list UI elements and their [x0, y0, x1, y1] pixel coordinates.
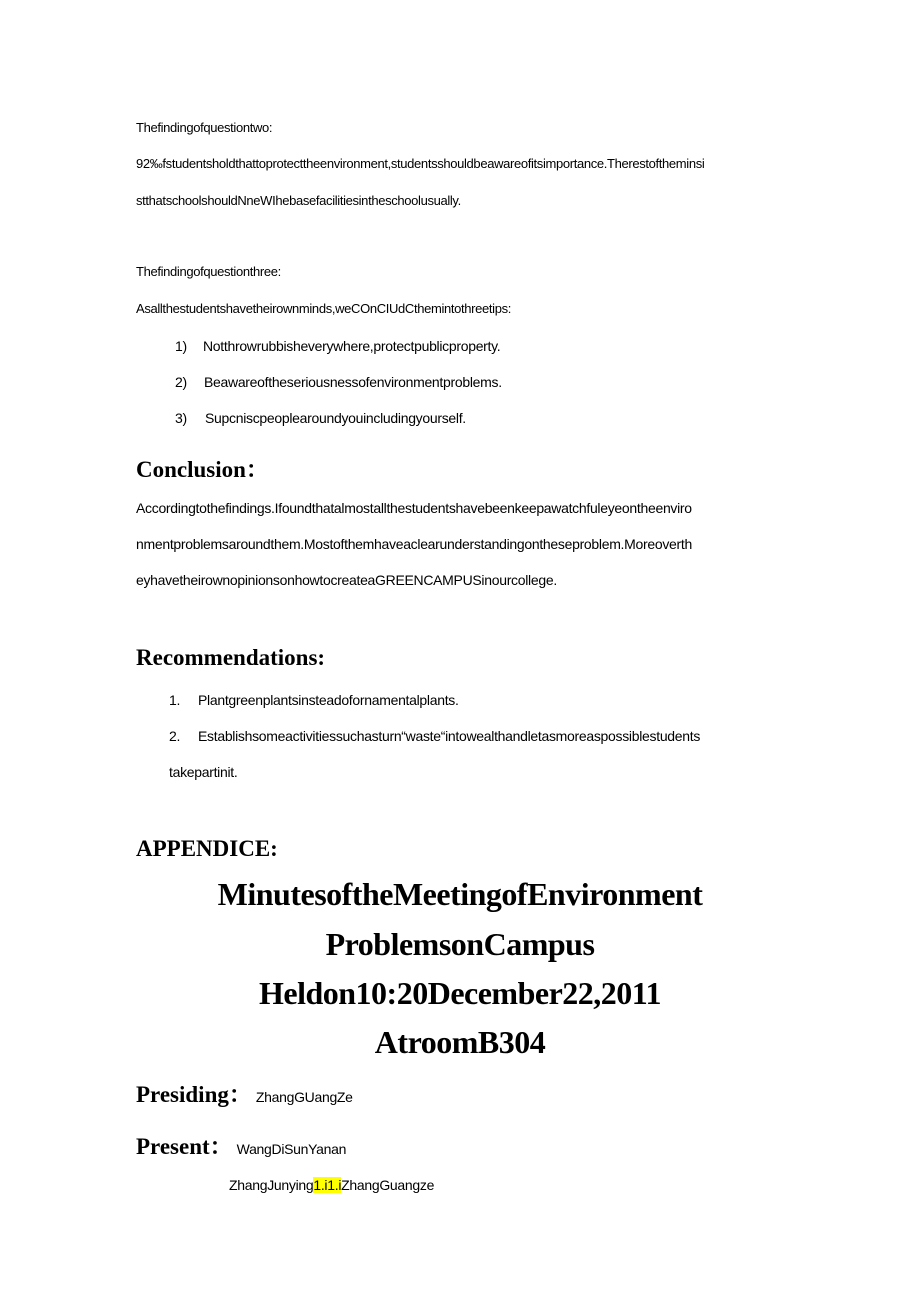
- presiding-value: ZhangGUangZe: [255, 1089, 353, 1105]
- recommendation-item-2-continued: takepartinit.: [169, 764, 238, 780]
- question-two-line-1: 92‰fstudentsholdthattoprotecttheenvironment,studentsshouldbeawareofitsimportance.Therestoftheminsi: [136, 156, 705, 171]
- minutes-title-line-1: MinutesoftheMeetingofEnvironment: [217, 876, 703, 912]
- tip-text: Supcniscpeoplearoundyouincludingyourself.: [205, 410, 466, 426]
- recommendations-heading: Recommendations:: [136, 645, 326, 670]
- presiding-label: Presiding：: [136, 1082, 252, 1107]
- recommendation-item-1: [169, 692, 459, 708]
- attendee-name: ZhangJunying: [229, 1177, 314, 1193]
- conclusion-line-3: eyhavetheirownopinionsonhowtocreateaGREENCAMPUSinourcollege.: [136, 572, 557, 588]
- recommendation-text: Plantgreenplantsinsteadofornamentalplants.: [198, 692, 459, 708]
- tip-text: Beawareoftheseriousnessofenvironmentproblems.: [204, 374, 502, 390]
- present-value: WangDiSunYanan: [236, 1141, 347, 1157]
- tip-number: 3): [175, 410, 187, 426]
- minutes-title-line-2: ProblemsonCampus: [325, 926, 595, 962]
- recommendation-item-2: [169, 728, 700, 744]
- minutes-title-line-3: Heldon10:20December22,2011: [258, 975, 662, 1011]
- conclusion-line-2: nmentproblemsaroundthem.Mostofthemhaveaclearunderstandingontheseproblem.Moreoverth: [136, 536, 692, 552]
- highlighted-text: 1.i: [327, 1177, 342, 1193]
- tip-number: 1): [175, 338, 187, 354]
- tip-text: Notthrowrubbisheverywhere,protectpublicproperty.: [203, 338, 501, 354]
- question-three-heading: Thefindingofquestionthree:: [136, 264, 281, 279]
- question-two-line-2: stthatschoolshouldNneWIhebasefacilitiesintheschoolusually.: [136, 193, 461, 208]
- tip-item-2: [175, 374, 502, 390]
- attendee-name: ZhangGuangze: [341, 1177, 435, 1193]
- present-line-2: [229, 1177, 434, 1193]
- present-label: Present：: [136, 1134, 233, 1159]
- tip-item-1: [175, 338, 500, 354]
- recommendation-number: 1.: [169, 692, 181, 708]
- highlighted-text: 1.i: [313, 1177, 328, 1193]
- question-two-heading: Thefindingofquestiontwo:: [136, 120, 273, 135]
- recommendation-text: Establishsomeactivitiessuchasturn“waste“intowealthandletasmoreaspossiblestudents: [198, 728, 701, 744]
- minutes-title-line-4: AtroomB304: [374, 1024, 546, 1060]
- tip-number: 2): [175, 374, 187, 390]
- conclusion-heading: Conclusion：: [136, 457, 269, 482]
- present-line: [136, 1128, 346, 1161]
- conclusion-line-1: Accordingtothefindings.Ifoundthatalmostallthestudentshavebeenkeepawatchfuleyeontheenviro: [136, 500, 692, 516]
- tip-item-3: [175, 410, 466, 426]
- recommendation-number: 2.: [169, 728, 181, 744]
- question-three-intro: Asallthestudentshavetheirownminds,weCOnCIUdCthemintothreetips:: [136, 301, 511, 316]
- presiding-line: [136, 1076, 353, 1109]
- appendix-heading: APPENDICE:: [136, 836, 278, 861]
